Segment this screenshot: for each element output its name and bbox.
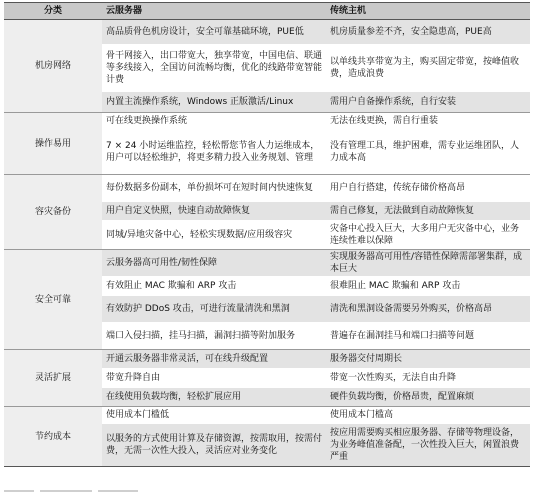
traditional-cell: 需自己修复，无法做到自动故障恢复 [326, 202, 530, 221]
traditional-cell: 用户自行搭建，传统存储价格高昂 [326, 175, 530, 202]
category-cell: 灵活扩展 [4, 350, 102, 407]
cloud-cell: 同城/异地灾备中心，轻松实现数据/应用级容灾 [102, 221, 326, 250]
traditional-cell: 没有管理工具，维护困难，需专业运维团队，人力成本高 [326, 130, 530, 175]
traditional-cell: 很难阻止 MAC 欺骗和 ARP 攻击 [326, 277, 530, 296]
table-body [4, 20, 530, 467]
traditional-cell: 无法在线更换，需自行重装 [326, 113, 530, 130]
cloud-cell: 高品质骨色机房设计，安全可靠基础环境，PUE低 [102, 20, 326, 45]
traditional-cell: 需用户自备操作系统，自行安装 [326, 92, 530, 113]
category-cell: 操作易用 [4, 113, 102, 175]
header-row [4, 3, 530, 20]
cloud-cell: 有效阻止 MAC 欺骗和 ARP 攻击 [102, 277, 326, 296]
cloud-cell: 可在线更换操作系统 [102, 113, 326, 130]
cloud-cell: 在线使用负载均衡，轻松扩展应用 [102, 388, 326, 407]
traditional-cell: 机房质量参差不齐，安全隐患高，PUE高 [326, 20, 530, 45]
table-row [4, 20, 530, 45]
traditional-cell: 硬件负载均衡，价格昂贵，配置麻烦 [326, 388, 530, 407]
table-row [4, 407, 530, 424]
cloud-cell: 7 × 24 小时运维监控，轻松帮您节省人力运维成本，用户可以轻松维护，将更多精力投入业务规划、管理 [102, 130, 326, 175]
traditional-cell: 服务器交付周期长 [326, 350, 530, 369]
header-cloud: 云服务器 [102, 3, 326, 20]
cloud-cell: 使用成本门槛低 [102, 407, 326, 424]
cloud-cell: 以服务的方式使用计算及存储资源，按需取用，按需付费，无需一次性大投入，灵活应对业务变化 [102, 424, 326, 467]
cloud-cell: 带宽升降自由 [102, 369, 326, 388]
category-cell: 机房网络 [4, 20, 102, 113]
category-cell: 安全可靠 [4, 250, 102, 350]
footnote-residue [4, 480, 154, 488]
header-category: 分类 [4, 3, 102, 20]
traditional-cell: 普遍存在漏洞挂马和端口扫描等问题 [326, 323, 530, 350]
traditional-cell: 实现服务器高可用性/容错性保障需部署集群，成本巨大 [326, 250, 530, 277]
cloud-cell: 内置主流操作系统，Windows 正版激活/Linux [102, 92, 326, 113]
cloud-cell: 开通云服务器非常灵活，可在线升级配置 [102, 350, 326, 369]
table-row [4, 113, 530, 130]
category-cell: 节约成本 [4, 407, 102, 467]
cloud-cell: 用户自定义快照，快速自动故障恢复 [102, 202, 326, 221]
table-row [4, 350, 530, 369]
traditional-cell: 带宽一次性购买，无法自由升降 [326, 369, 530, 388]
traditional-cell: 灾备中心投入巨大，大多用户无灾备中心，业务连续性难以保障 [326, 221, 530, 250]
cloud-cell: 骨干网接入，出口带宽大，独享带宽，中国电信、联通等多线接入，全国访问流畅均衡，优化的线路带宽智能计费 [102, 45, 326, 92]
cloud-cell: 端口入侵扫描，挂马扫描，漏洞扫描等附加服务 [102, 323, 326, 350]
traditional-cell: 以单线共享带宽为主，购买固定带宽，按峰值收费，造成浪费 [326, 45, 530, 92]
cloud-cell: 云服务器高可用性/韧性保障 [102, 250, 326, 277]
header-traditional: 传统主机 [326, 3, 530, 20]
traditional-cell: 清洗和黑洞设备需要另外购买，价格高昂 [326, 296, 530, 323]
category-cell: 容灾备份 [4, 175, 102, 250]
comparison-table [4, 2, 530, 467]
table-row [4, 250, 530, 277]
traditional-cell: 使用成本门槛高 [326, 407, 530, 424]
traditional-cell: 按应用需要购买相应服务器、存储等物理设备，为业务峰值准备配，一次性投入巨大，闲置浪费严重 [326, 424, 530, 467]
cloud-cell: 每份数据多份副本，单份损坏可在短时间内快速恢复 [102, 175, 326, 202]
table-row [4, 175, 530, 202]
cloud-cell: 有效防护 DDoS 攻击，可进行流量清洗和黑洞 [102, 296, 326, 323]
